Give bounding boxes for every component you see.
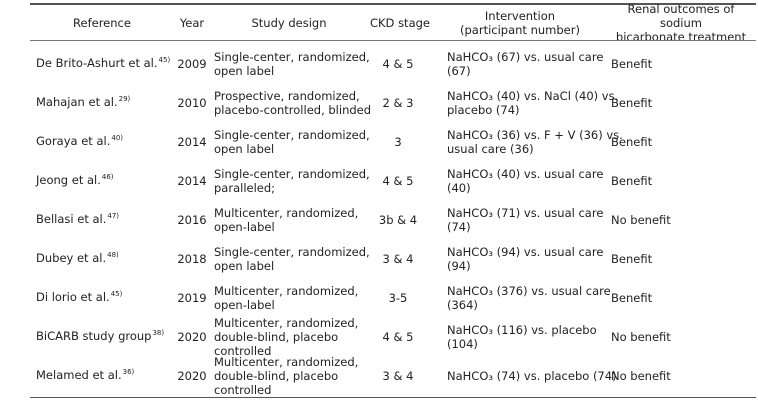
header-outcome-line1: Renal outcomes of sodium (627, 1, 735, 30)
design-line1: Multicenter, randomized, (214, 205, 359, 220)
design-line1: Single-center, randomized, (214, 166, 370, 181)
reference-text: Melamed et al. (36, 367, 122, 382)
reference-text: BiCARB study group (36, 328, 152, 343)
cell-year: 2018 (177, 251, 207, 266)
header-year: Year (179, 15, 205, 30)
cell-reference (36, 239, 176, 278)
design-line1: Single-center, randomized, (214, 244, 370, 259)
design-line1: Prospective, randomized, (214, 88, 360, 103)
reference-text: Mahajan et al. (36, 94, 118, 109)
intervention-line1: NaHCO₃ (67) vs. usual care (67) (447, 49, 604, 78)
design-line1: Multicenter, randomized, (214, 315, 359, 330)
cell-stage: 4 & 5 (382, 56, 414, 71)
reference-citation: 46) (101, 172, 114, 181)
cell-stage: 3b & 4 (378, 212, 418, 227)
table-row (30, 317, 756, 356)
reference-citation: 36) (122, 367, 135, 376)
cell-outcome: Benefit (611, 290, 653, 305)
design-line2: open label (214, 141, 275, 156)
cell-outcome: No benefit (611, 368, 671, 383)
design-line2: paralleled; (214, 180, 276, 195)
intervention-line1: NaHCO₃ (94) vs. usual care (94) (447, 244, 604, 273)
reference-citation: 48) (107, 250, 119, 259)
cell-reference (36, 356, 176, 395)
cell-intervention (447, 44, 627, 83)
cell-year: 2019 (177, 290, 207, 305)
intervention-line1: NaHCO₃ (71) vs. usual care (74) (447, 205, 604, 234)
cell-intervention (447, 356, 627, 395)
cell-reference (36, 200, 176, 239)
reference-text: Di lorio et al. (36, 289, 110, 304)
intervention-line1: NaHCO₃ (36) vs. F + V (36) vs. (447, 127, 623, 142)
table-row (30, 122, 756, 161)
table-bottom-rule (30, 397, 756, 398)
design-line2: placebo-controlled, blinded (214, 102, 372, 117)
cell-year: 2009 (177, 56, 207, 71)
table-row (30, 356, 756, 395)
intervention-line1: NaHCO₃ (116) vs. placebo (104) (447, 322, 597, 351)
reference-citation: 47) (107, 211, 120, 220)
intervention-line1: NaHCO₃ (40) vs. usual care (40) (447, 166, 604, 195)
table-row (30, 278, 756, 317)
reference-citation: 29) (118, 94, 131, 103)
intervention-line1: NaHCO₃ (74) vs. placebo (74) (447, 368, 617, 383)
cell-reference (36, 161, 176, 200)
cell-intervention (447, 122, 627, 161)
reference-text: De Brito-Ashurt et al. (36, 55, 158, 70)
cell-stage: 2 & 3 (382, 95, 414, 110)
intervention-line2: usual care (36) (447, 141, 534, 156)
cell-intervention (447, 278, 627, 317)
cell-stage: 3-5 (388, 290, 408, 305)
cell-year: 2020 (177, 329, 207, 344)
study-table (30, 3, 756, 398)
header-reference: Reference (73, 15, 131, 30)
reference-citation: 45) (110, 289, 123, 298)
reference-citation: 38) (152, 328, 165, 337)
cell-reference (36, 317, 176, 356)
design-line2: double-blind, placebo controlled (214, 368, 339, 397)
header-study-design: Study design (251, 15, 327, 30)
table-row (30, 200, 756, 239)
cell-outcome: No benefit (611, 329, 671, 344)
design-line2: open-label (214, 219, 275, 234)
cell-outcome: Benefit (611, 56, 653, 71)
cell-stage: 4 & 5 (382, 173, 414, 188)
header-intervention-line1: Intervention (484, 8, 556, 23)
design-line2: double-blind, placebo controlled (214, 329, 339, 358)
table-row (30, 44, 756, 83)
design-line1: Single-center, randomized, (214, 127, 370, 142)
cell-reference (36, 278, 176, 317)
intervention-line1: NaHCO₃ (40) vs. NaCl (40) vs. (447, 88, 619, 103)
cell-outcome: Benefit (611, 95, 653, 110)
cell-stage: 3 (394, 134, 402, 149)
reference-text: Jeong et al. (36, 172, 101, 187)
header-renal-outcomes (606, 1, 756, 44)
table-row (30, 83, 756, 122)
cell-year: 2020 (177, 368, 207, 383)
cell-intervention (447, 200, 627, 239)
design-line1: Multicenter, randomized, (214, 283, 359, 298)
header-ckd-stage: CKD stage (369, 15, 430, 30)
cell-outcome: No benefit (611, 212, 671, 227)
cell-stage: 4 & 5 (382, 329, 414, 344)
cell-reference (36, 83, 176, 122)
design-line2: open-label (214, 297, 275, 312)
table-row (30, 239, 756, 278)
cell-intervention (447, 83, 627, 122)
design-line1: Single-center, randomized, (214, 49, 370, 64)
cell-stage: 3 & 4 (382, 251, 414, 266)
design-line2: open label (214, 63, 275, 78)
cell-reference (36, 122, 176, 161)
cell-outcome: Benefit (611, 134, 653, 149)
header-intervention-line2: (participant number) (460, 22, 580, 37)
cell-year: 2014 (177, 173, 207, 188)
header-intervention (436, 5, 604, 40)
cell-year: 2014 (177, 134, 207, 149)
reference-text: Bellasi et al. (36, 211, 107, 226)
table-header-row (30, 1, 756, 44)
intervention-line1: NaHCO₃ (376) vs. usual care (364) (447, 283, 611, 312)
table-header-rule (30, 40, 756, 41)
reference-citation: 45) (158, 55, 171, 64)
design-line2: open label (214, 258, 275, 273)
cell-year: 2010 (177, 95, 207, 110)
header-outcome-line2: bicarbonate treatment (615, 29, 747, 44)
reference-text: Goraya et al. (36, 133, 111, 148)
cell-stage: 3 & 4 (382, 368, 414, 383)
reference-citation: 40) (111, 133, 124, 142)
cell-outcome: Benefit (611, 173, 653, 188)
table-row (30, 161, 756, 200)
cell-intervention (447, 161, 627, 200)
design-line1: Multicenter, randomized, (214, 354, 359, 369)
reference-text: Dubey et al. (36, 250, 107, 265)
cell-intervention (447, 239, 627, 278)
cell-year: 2016 (177, 212, 207, 227)
cell-outcome: Benefit (611, 251, 653, 266)
cell-reference (36, 44, 176, 83)
cell-intervention (447, 317, 627, 356)
intervention-line2: placebo (74) (447, 102, 520, 117)
